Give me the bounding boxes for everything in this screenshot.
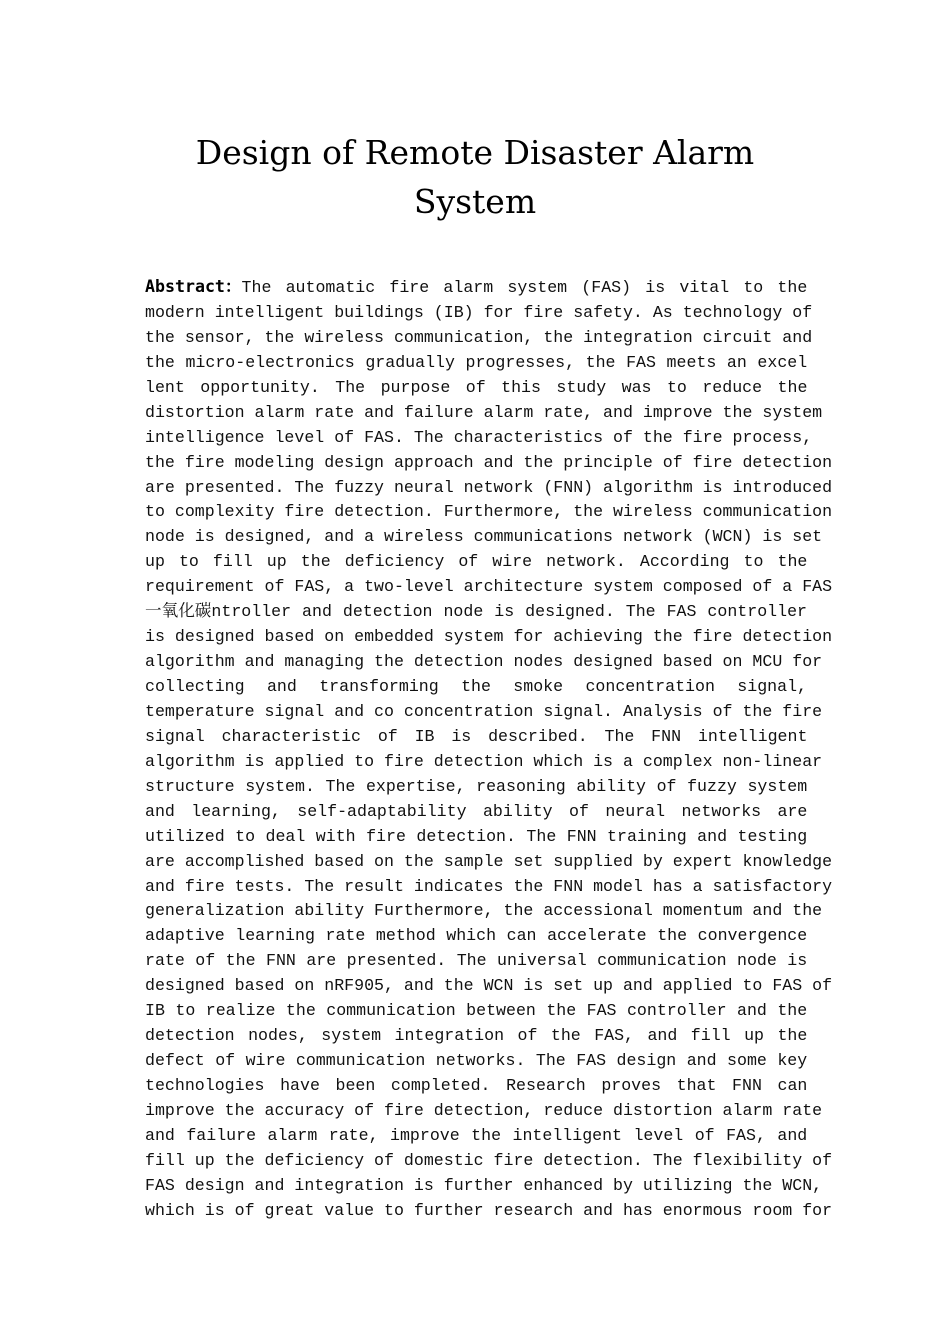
abstract-line: 一氧化碳ntroller and detection node is designed. The FAS controller (145, 602, 807, 622)
abstract-line: algorithm is applied to fire detection which is a complex non-linear (145, 751, 823, 771)
abstract-line: are presented. The fuzzy neural network (FNN) algorithm is introduced (145, 477, 833, 497)
abstract-line: which is of great value to further research and has enormous room for (145, 1200, 833, 1220)
paper-title (145, 128, 805, 226)
abstract-line: and learning, self-adaptability ability of neural networks are (145, 801, 808, 821)
abstract-line: to complexity fire detection. Furthermore, the wireless communication (145, 502, 833, 522)
abstract-line: collecting and transforming the smoke concentration signal, (145, 677, 807, 696)
abstract-line: fill up the deficiency of domestic fire detection. The flexibility of (145, 1150, 833, 1170)
abstract-line (145, 275, 807, 301)
abstract-line: adaptive learning rate method which can accelerate the convergence (145, 926, 808, 946)
abstract-line: node is designed, and a wireless communications network (WCN) is set (145, 527, 823, 547)
abstract-line: the sensor, the wireless communication, the integration circuit and (145, 327, 813, 347)
abstract-line: algorithm and managing the detection nodes designed based on MCU for (145, 652, 823, 672)
paper-title-line: System (413, 182, 537, 221)
abstract-line: detection nodes, system integration of the FAS, and fill up the (145, 1026, 808, 1046)
abstract-line: modern intelligent buildings (IB) for fire safety. As technology of (145, 302, 813, 322)
abstract-line: improve the accuracy of fire detection, reduce distortion alarm rate (145, 1100, 823, 1120)
abstract-line: the fire modeling design approach and the principle of fire detection (145, 452, 833, 472)
abstract-line: technologies have been completed. Research proves that FNN can (145, 1076, 808, 1095)
abstract-line: intelligence level of FAS. The characteristics of the fire process, (145, 427, 813, 447)
abstract-line: distortion alarm rate and failure alarm rate, and improve the system (145, 402, 823, 422)
abstract-line: utilized to deal with fire detection. The FNN training and testing (145, 826, 808, 846)
abstract-line: signal characteristic of IB is described. The FNN intelligent (145, 726, 808, 746)
abstract-line: rate of the FNN are presented. The universal communication node is (145, 951, 808, 971)
abstract-line: FAS design and integration is further enhanced by utilizing the WCN, (145, 1175, 823, 1195)
abstract-line: designed based on nRF905, and the WCN is set up and applied to FAS of (145, 976, 833, 996)
abstract-line: defect of wire communication networks. The FAS design and some key (145, 1051, 808, 1071)
abstract-line: are accomplished based on the sample set supplied by expert knowledge (145, 851, 833, 871)
abstract-line: lent opportunity. The purpose of this study was to reduce the (145, 377, 808, 397)
abstract-line-text: The automatic fire alarm system (FAS) is vital to the (241, 278, 808, 297)
abstract-line: is designed based on embedded system for achieving the fire detection (145, 627, 833, 647)
abstract-line: IB to realize the communication between the FAS controller and the (145, 1001, 808, 1021)
abstract-line: temperature signal and co concentration signal. Analysis of the fire (145, 701, 823, 721)
abstract-line: the micro-electronics gradually progresses, the FAS meets an excel (145, 352, 808, 372)
abstract-line: generalization ability Furthermore, the accessional momentum and the (145, 901, 823, 921)
abstract-body (145, 275, 833, 1224)
paper-title-line: Design of Remote Disaster Alarm (195, 133, 755, 172)
abstract-line: and failure alarm rate, improve the intelligent level of FAS, and (145, 1125, 808, 1145)
abstract-label: Abstract： (145, 277, 242, 296)
abstract-line: requirement of FAS, a two-level architecture system composed of a FAS (145, 577, 833, 597)
abstract-line: up to fill up the deficiency of wire network. According to the (145, 552, 808, 572)
abstract-line: and fire tests. The result indicates the FNN model has a satisfactory (145, 876, 833, 896)
abstract-line: structure system. The expertise, reasoning ability of fuzzy system (145, 776, 808, 796)
